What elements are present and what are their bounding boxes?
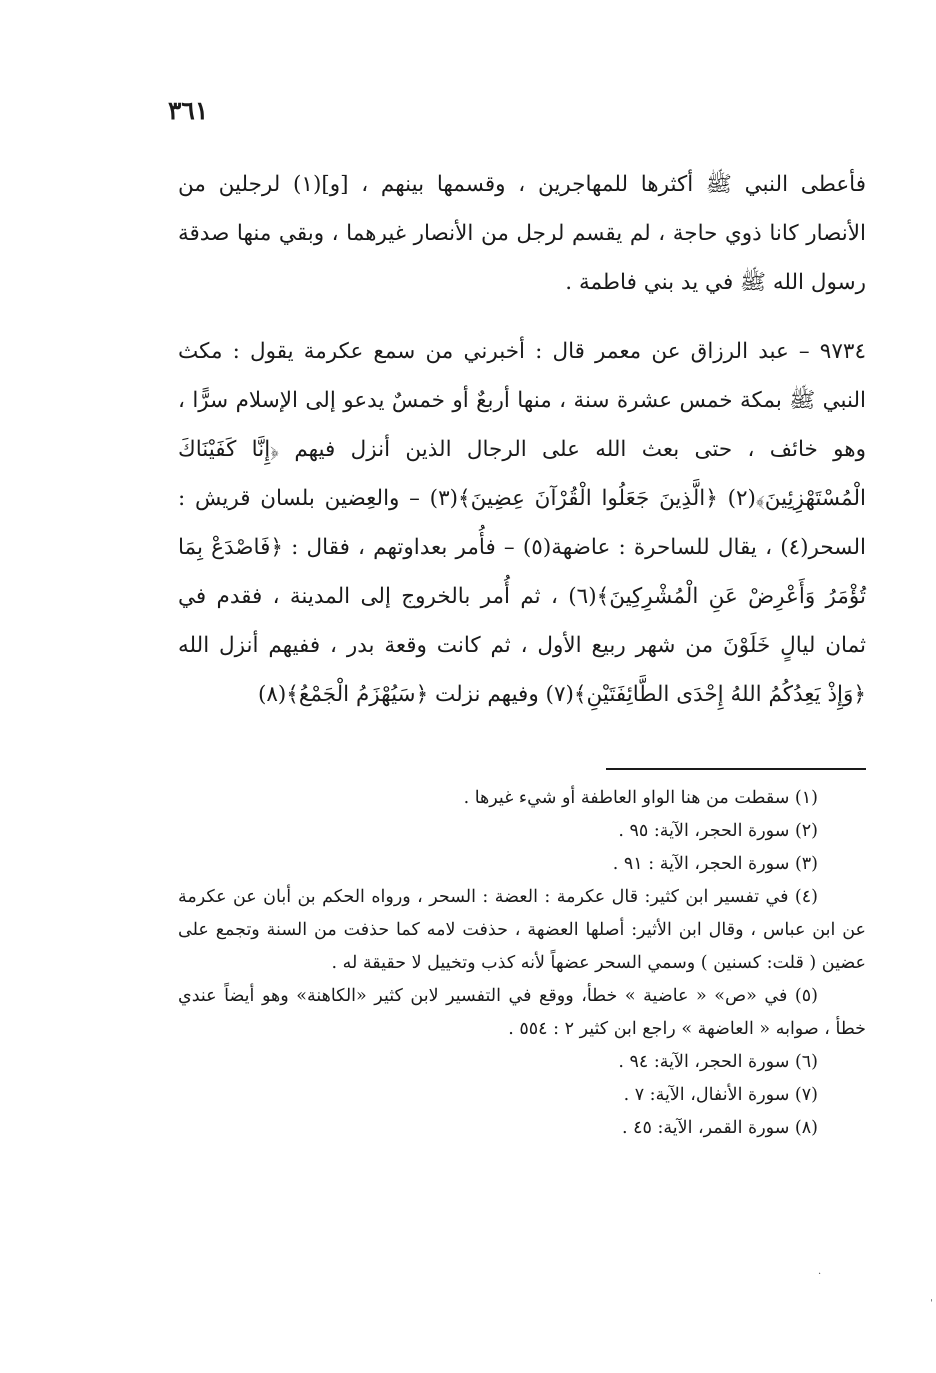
scan-speck: · — [818, 1269, 822, 1280]
footnote-divider — [606, 768, 866, 770]
main-text — [178, 160, 866, 719]
footnote-1: (١) سقطت من هنا الواو العاطفة أو شيء غيرها . — [463, 788, 818, 808]
footnote-4: (٤) في تفسير ابن كثير: قال عكرمة : العضة : السحر ، ورواه الحكم بن أبان عن عكرمة عن ابن عباس ، وقال ابن الأثير: أصلها العضهة ، حذفت لامه كما حذفت من السنة وتجمع على عضين ( قلت: كسنين ) وسمي السحر عضهاً لأنه كذب وتخييل لا حقيقة له . — [178, 887, 866, 973]
paragraph-1: فأعطى النبي ﷺ أكثرها للمهاجرين ، وقسمها بينهم ، [و](١) لرجلين من الأنصار كانا ذوي حاجة ، لم يقسم لرجل من الأنصار غيرهما ، وبقي منها صدقة رسول الله ﷺ في يد بني فاطمة . — [178, 172, 866, 295]
scan-speck: ˈ — [930, 1299, 933, 1310]
footnote-8: (٨) سورة القمر، الآية: ٤٥ . — [621, 1118, 818, 1138]
footnote-6: (٦) سورة الحجر، الآية: ٩٤ . — [618, 1052, 818, 1072]
footnote-2: (٢) سورة الحجر، الآية: ٩٥ . — [618, 821, 818, 841]
footnote-3: (٣) سورة الحجر، الآية : ٩١ . — [612, 854, 818, 874]
footnote-7: (٧) سورة الأنفال، الآية: ٧ . — [623, 1085, 818, 1105]
footnotes — [178, 782, 866, 1145]
page-number: ٣٦١ — [168, 96, 209, 125]
paragraph-hadith-9734: ٩٧٣٤ – عبد الرزاق عن معمر قال : أخبرني من سمع عكرمة يقول : مكث النبي ﷺ بمكة خمس عشرة سنة ، منها أربعٌ أو خمسٌ يدعو إلى الإسلام سرًّا ، وهو خائف ، حتى بعث الله على الرجال الذين أنزل فيهم ﴿إِنَّا كَفَيْنَاكَ الْمُسْتَهْزِئِينَ﴾(٢) ﴿الَّذِينَ جَعَلُوا الْقُرْآنَ عِضِينَ﴾(٣) – والعِضين بلسان قريش : السحر(٤) ، يقال للساحرة : عاضهة(٥) – فأُمر بعداوتهم ، فقال : ﴿فَاصْدَعْ بِمَا تُؤْمَرُ وَأَعْرِضْ عَنِ الْمُشْرِكِينَ﴾(٦) ، ثم أُمر بالخروج إلى المدينة ، فقدم في ثمان ليالٍ خَلَوْنَ من شهر ربيع الأول ، ثم كانت وقعة بدر ، ففيهم أنزل الله ﴿وَإِذْ يَعِدُكُمُ اللهُ إِحْدَى الطَّائِفَتَيْنِ﴾(٧) وفيهم نزلت ﴿سَيُهْزَمُ الْجَمْعُ﴾(٨) — [178, 339, 867, 707]
footnote-5: (٥) في «ص» « عاضية » خطأ، ووقع في التفسير لابن كثير «الكاهنة» وهو أيضاً عندي خطأ ، صوابه « العاضهة » راجع ابن كثير ٢ : ٥٥٤ . — [178, 986, 866, 1039]
